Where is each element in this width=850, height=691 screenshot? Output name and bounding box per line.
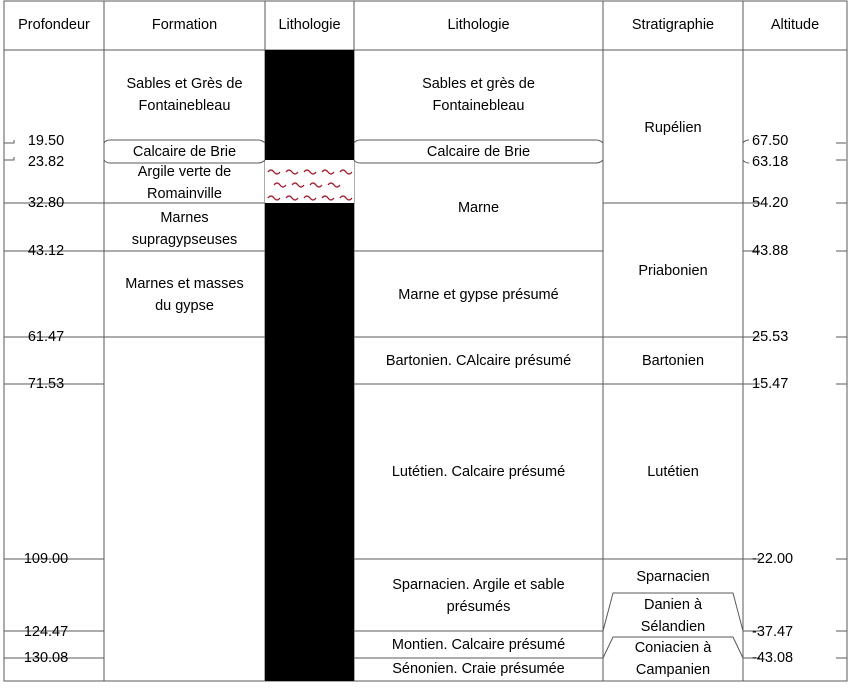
stratigraphy-label: Lutétien — [647, 464, 699, 480]
altitude-label: 54.20 — [752, 195, 789, 211]
stratigraphy-label: Bartonien — [641, 353, 705, 369]
stratigraphy-label: Rupélien — [644, 120, 702, 136]
lithology-label: Marne et gypse présumé — [398, 287, 559, 303]
formation-label: Calcaire de Brie — [132, 144, 237, 160]
altitude-label: -43.08 — [752, 650, 794, 666]
formation-label: Marnes supragypseuses — [131, 210, 238, 248]
altitude-label: 43.88 — [752, 243, 789, 259]
altitude-label: 63.18 — [752, 154, 789, 170]
lithology-label: Calcaire de Brie — [426, 144, 531, 160]
depth-label: 61.47 — [27, 329, 65, 345]
depth-label: 130.08 — [23, 650, 69, 666]
depth-label: 23.82 — [27, 154, 65, 170]
depth-ticks — [4, 140, 104, 658]
header-lithology: Lithologie — [447, 17, 510, 33]
altitude-label: -22.00 — [752, 551, 794, 567]
stratigraphy-label: Danien à Sélandien — [640, 597, 706, 635]
lithology-pattern-column — [265, 50, 354, 681]
stratigraphy-label: Coniacien à Campanien — [634, 640, 712, 678]
lithology-label: Sénonien. Craie présumée — [392, 661, 565, 677]
stratigraphy-label: Sparnacien — [636, 569, 710, 585]
header-stratigraphy: Stratigraphie — [631, 17, 715, 33]
depth-label: 43.12 — [27, 243, 65, 259]
lithology-label: Sparnacien. Argile et sable présumés — [392, 577, 565, 615]
depth-label: 19.50 — [27, 133, 65, 149]
stratigraphy-label: Priabonien — [638, 263, 708, 279]
lithology-label: Bartonien. CAlcaire présumé — [385, 353, 572, 369]
altitude-label: -37.47 — [752, 624, 794, 640]
depth-label: 71.53 — [27, 376, 65, 392]
altitude-ticks — [743, 140, 847, 658]
lithology-label: Lutétien. Calcaire présumé — [391, 464, 566, 480]
depth-label: 32.80 — [27, 195, 65, 211]
header-formation: Formation — [151, 17, 218, 33]
lithology-label: Sables et grès de Fontainebleau — [422, 76, 535, 114]
formation-label: Sables et Grès de Fontainebleau — [126, 76, 243, 114]
lithology-label: Marne — [457, 200, 500, 216]
lithology-label: Montien. Calcaire présumé — [391, 637, 566, 653]
depth-label: 124.47 — [23, 624, 69, 640]
altitude-label: 25.53 — [752, 329, 789, 345]
formation-label: Marnes et masses du gypse — [125, 276, 244, 314]
altitude-label: 67.50 — [752, 133, 789, 149]
header-profondeur: Profondeur — [18, 17, 90, 33]
formation-label: Argile verte de Romainville — [137, 164, 232, 202]
header-altitude: Altitude — [770, 17, 820, 33]
altitude-label: 15.47 — [752, 376, 789, 392]
header-lithology-pattern: Lithologie — [278, 17, 341, 33]
depth-label: 109.00 — [23, 551, 69, 567]
